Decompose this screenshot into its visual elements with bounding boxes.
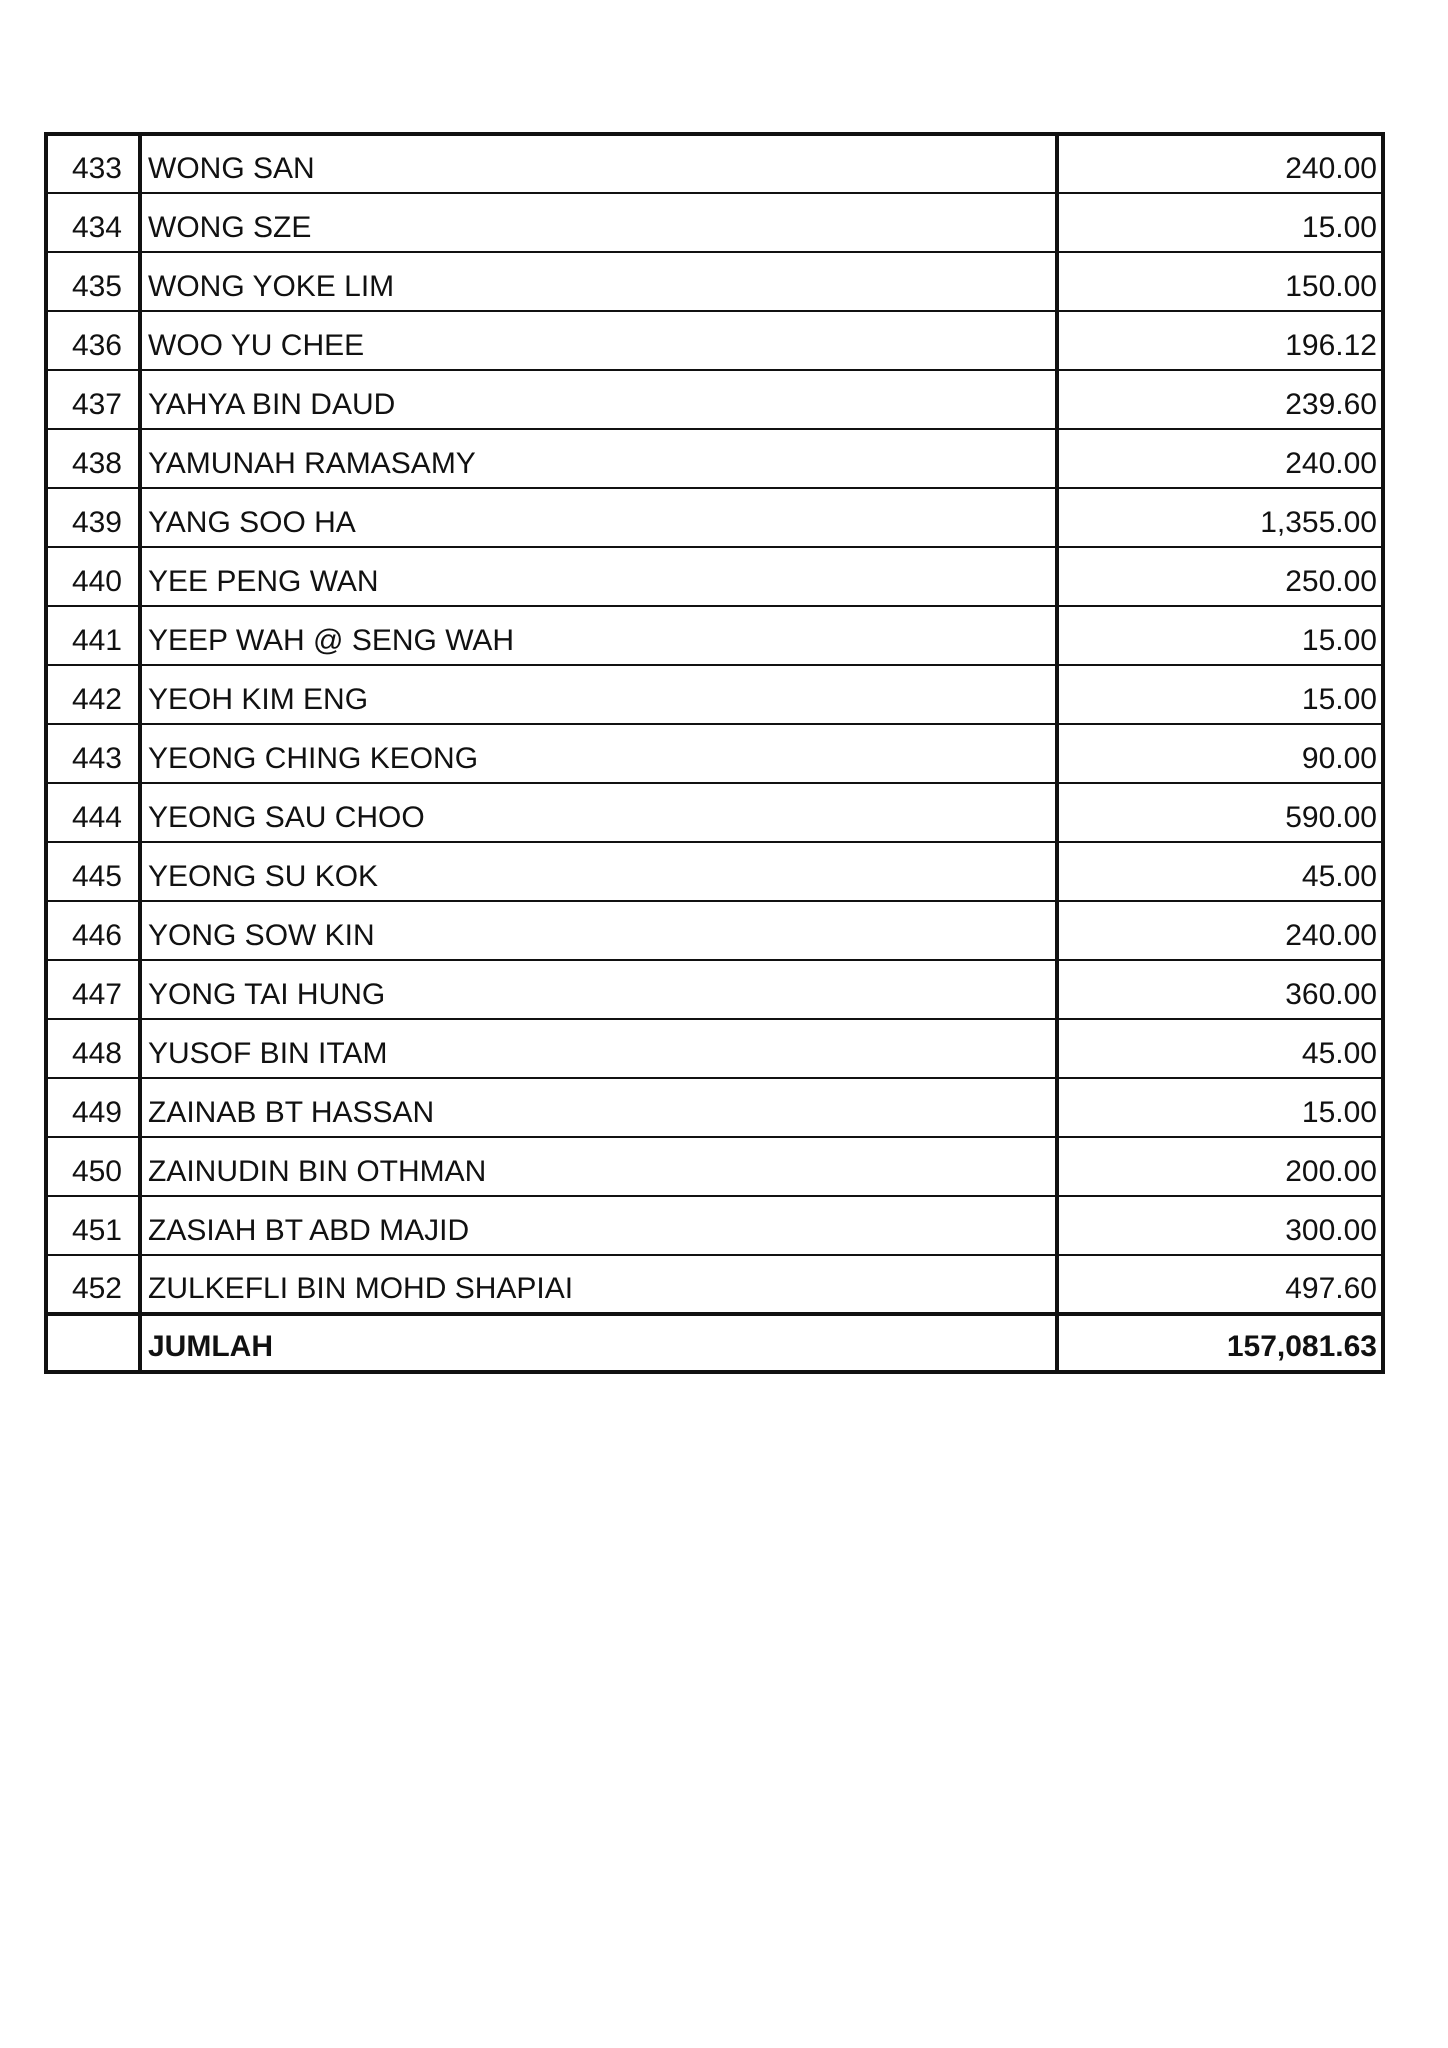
row-number: 452 [46,1255,140,1314]
row-number: 446 [46,901,140,960]
row-amount: 15.00 [1057,606,1383,665]
row-amount: 590.00 [1057,783,1383,842]
row-name: WONG SAN [140,134,1057,193]
table-row [46,901,1383,960]
table-row [46,429,1383,488]
row-amount: 240.00 [1057,901,1383,960]
row-name: ZAINAB BT HASSAN [140,1078,1057,1137]
row-number: 439 [46,488,140,547]
table-row [46,1019,1383,1078]
total-row [46,1314,1383,1372]
row-amount: 90.00 [1057,724,1383,783]
row-name: YEONG CHING KEONG [140,724,1057,783]
row-amount: 15.00 [1057,1078,1383,1137]
row-name: ZASIAH BT ABD MAJID [140,1196,1057,1255]
table-row [46,1078,1383,1137]
row-number: 440 [46,547,140,606]
row-number: 450 [46,1137,140,1196]
row-name: YANG SOO HA [140,488,1057,547]
table-row [46,311,1383,370]
row-amount: 239.60 [1057,370,1383,429]
row-name: YEEP WAH @ SENG WAH [140,606,1057,665]
row-name: WONG YOKE LIM [140,252,1057,311]
row-number: 441 [46,606,140,665]
row-name: WONG SZE [140,193,1057,252]
row-name: YEONG SAU CHOO [140,783,1057,842]
table-row [46,842,1383,901]
row-amount: 1,355.00 [1057,488,1383,547]
table-row [46,724,1383,783]
row-amount: 45.00 [1057,842,1383,901]
row-number: 445 [46,842,140,901]
row-amount: 240.00 [1057,429,1383,488]
contribution-table [44,132,1385,1374]
table-row [46,665,1383,724]
row-amount: 240.00 [1057,134,1383,193]
table-row [46,783,1383,842]
row-name: YUSOF BIN ITAM [140,1019,1057,1078]
row-amount: 250.00 [1057,547,1383,606]
row-name: YONG SOW KIN [140,901,1057,960]
table-row [46,252,1383,311]
row-name: YEOH KIM ENG [140,665,1057,724]
row-number: 447 [46,960,140,1019]
row-name: YAHYA BIN DAUD [140,370,1057,429]
row-amount: 200.00 [1057,1137,1383,1196]
row-number: 434 [46,193,140,252]
row-number: 449 [46,1078,140,1137]
row-amount: 45.00 [1057,1019,1383,1078]
table-row [46,1137,1383,1196]
row-amount: 360.00 [1057,960,1383,1019]
row-amount: 497.60 [1057,1255,1383,1314]
row-name: WOO YU CHEE [140,311,1057,370]
total-label: JUMLAH [140,1314,1057,1372]
table-row [46,1196,1383,1255]
row-name: ZAINUDIN BIN OTHMAN [140,1137,1057,1196]
table-row [46,960,1383,1019]
row-name: YEE PENG WAN [140,547,1057,606]
table-row [46,1255,1383,1314]
row-number: 438 [46,429,140,488]
row-name: YEONG SU KOK [140,842,1057,901]
row-number: 433 [46,134,140,193]
table-row [46,488,1383,547]
table-row [46,370,1383,429]
row-number: 451 [46,1196,140,1255]
row-amount: 15.00 [1057,193,1383,252]
row-number: 435 [46,252,140,311]
row-number: 444 [46,783,140,842]
row-number: 448 [46,1019,140,1078]
table-row [46,134,1383,193]
row-amount: 15.00 [1057,665,1383,724]
row-name: YAMUNAH RAMASAMY [140,429,1057,488]
table-row [46,193,1383,252]
row-name: YONG TAI HUNG [140,960,1057,1019]
row-amount: 300.00 [1057,1196,1383,1255]
table-row [46,547,1383,606]
row-number: 442 [46,665,140,724]
row-number: 443 [46,724,140,783]
table-body [46,134,1383,1314]
total-amount: 157,081.63 [1057,1314,1383,1372]
row-amount: 196.12 [1057,311,1383,370]
table-row [46,606,1383,665]
total-no-cell [46,1314,140,1372]
row-amount: 150.00 [1057,252,1383,311]
row-name: ZULKEFLI BIN MOHD SHAPIAI [140,1255,1057,1314]
row-number: 436 [46,311,140,370]
row-number: 437 [46,370,140,429]
